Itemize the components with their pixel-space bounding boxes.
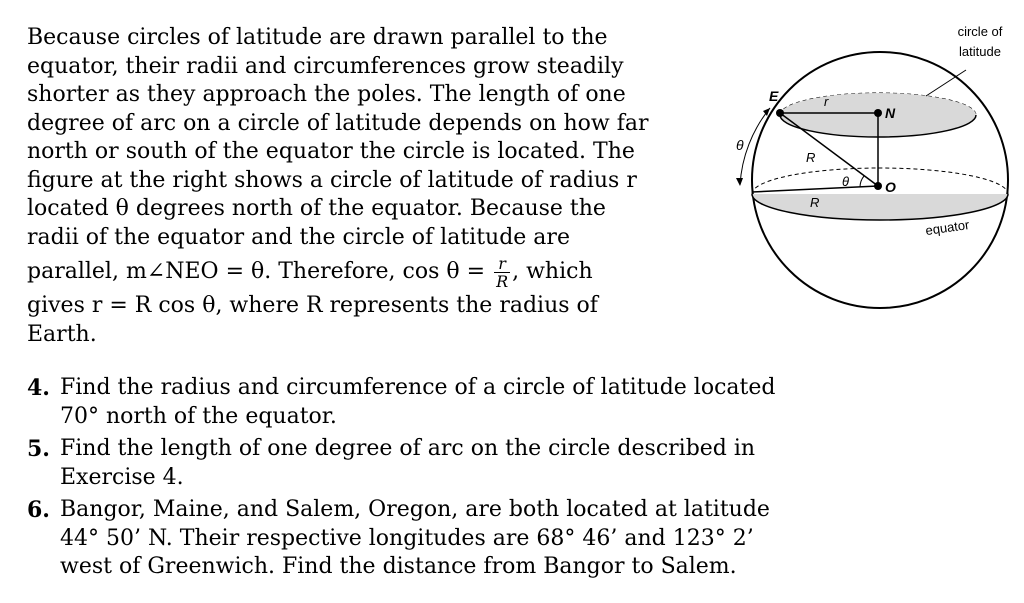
exercise-line: Bangor, Maine, and Salem, Oregon, are both located at latitude	[60, 497, 770, 522]
intro-line: equator, their radii and circumferences grow steadily	[27, 53, 624, 79]
exercise-line: 70° north of the equator.	[60, 403, 337, 429]
label-theta-side: θ	[736, 137, 744, 153]
intro-line: north or south of the equator the circle is located. The	[27, 139, 635, 164]
exercise-line: Find the radius and circumference of a circle of latitude located	[60, 375, 776, 400]
theta-arrow-bottom	[736, 178, 743, 186]
intro-line: located θ degrees north of the equator. Because the	[27, 196, 606, 221]
exercise-number: 5.	[27, 436, 50, 462]
earth-latitude-figure	[722, 0, 1024, 340]
angle-arc-at-o	[860, 176, 864, 187]
exercise-4	[27, 374, 797, 431]
label-circle-of: circle of	[957, 24, 1003, 39]
cosine-line	[27, 252, 667, 292]
point-O-label: O	[885, 179, 896, 195]
exercise-line: Exercise 4.	[60, 464, 184, 490]
point-N-dot	[874, 109, 882, 117]
intro-line: radii of the equator and the circle of latitude are	[27, 224, 570, 250]
latitude-label-leader	[926, 70, 966, 96]
equator-front-arc	[752, 194, 1008, 220]
cosine-text: parallel, m∠NEO = θ. Therefore, cos θ =	[27, 259, 493, 284]
exercise-line: Find the length of one degree of arc on the circle described in	[60, 436, 756, 461]
intro-line: Because circles of latitude are drawn parallel to the	[27, 25, 608, 50]
intro-line: shorter as they approach the poles. The length of one	[27, 82, 626, 107]
label-r: r	[824, 94, 829, 109]
intro-line: gives r = R cos θ, where R represents the radius of	[27, 293, 598, 318]
exercise-6	[27, 496, 797, 582]
earth-sphere	[752, 52, 1008, 308]
point-E-label: E	[769, 88, 779, 104]
label-R-lower: R	[810, 195, 820, 210]
theta-side-arc	[740, 108, 770, 185]
label-R-upper: R	[806, 150, 816, 165]
label-theta-inner: θ	[842, 174, 850, 189]
r-over-R-fraction	[494, 255, 510, 290]
earth-diagram	[722, 0, 1024, 340]
point-O-dot	[874, 182, 882, 190]
exercise-5	[27, 435, 797, 492]
label-equator: equator	[924, 217, 971, 239]
exercise-line: west of Greenwich. Find the distance from Bangor to Salem.	[60, 554, 737, 579]
exercise-number: 6.	[27, 497, 50, 523]
equator-radius-line	[752, 186, 878, 192]
exercise-number: 4.	[27, 375, 50, 401]
intro-line: Earth.	[27, 321, 97, 347]
intro-paragraph	[27, 24, 667, 349]
fraction-numerator: r	[494, 255, 510, 273]
exercise-list	[27, 374, 797, 586]
exercise-line: 44° 50’ N. Their respective longitudes are 68° 46’ and 123° 2’	[60, 525, 754, 551]
intro-line: degree of arc on a circle of latitude depends on how far	[27, 110, 649, 136]
cosine-tail: , which	[512, 259, 593, 284]
point-E-dot	[776, 109, 784, 117]
fraction-denominator: R	[496, 271, 509, 291]
point-N-label: N	[885, 105, 896, 121]
intro-line: figure at the right shows a circle of latitude of radius r	[27, 167, 637, 193]
label-latitude: latitude	[959, 44, 1001, 59]
